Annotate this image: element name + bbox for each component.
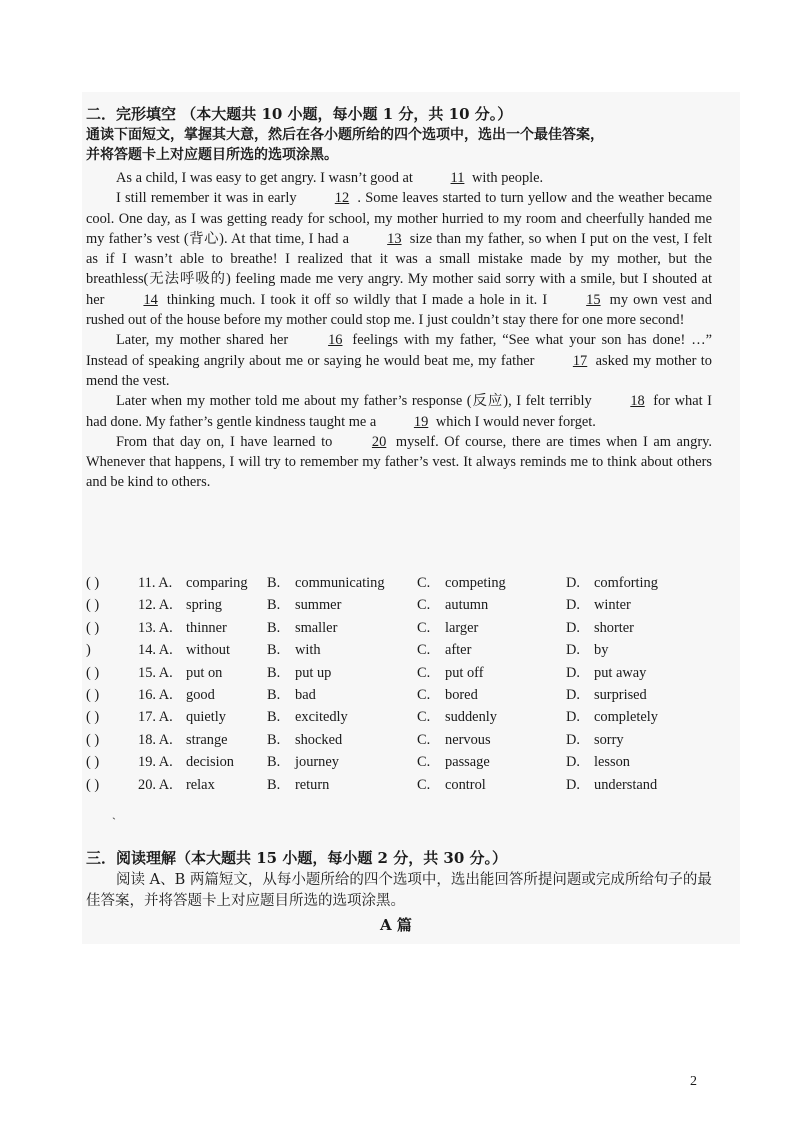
option-text: bored xyxy=(445,686,478,703)
option-letter: C. xyxy=(417,642,431,659)
option-b xyxy=(267,572,417,594)
blank-16: 16 xyxy=(328,332,343,349)
option-letter: D. xyxy=(566,642,580,659)
option-d xyxy=(566,684,726,706)
text: asked my mother to mend the vest. xyxy=(86,352,712,389)
option-text: bad xyxy=(295,686,316,703)
answer-parenthesis[interactable]: ( ) xyxy=(86,664,100,681)
answer-parenthesis[interactable]: ( ) xyxy=(86,754,100,771)
option-text: lesson xyxy=(594,754,630,771)
option-text: summer xyxy=(295,597,342,614)
option-letter: C. xyxy=(417,664,431,681)
text: thinking much. I took it off so wildly that I made a hole in it. I xyxy=(166,291,548,308)
option-b xyxy=(267,774,417,796)
question-number: 12. A. xyxy=(138,597,173,614)
text: From that day on, I have learned to xyxy=(116,433,333,450)
blank-20: 20 xyxy=(371,433,387,450)
option-a xyxy=(186,617,267,639)
text: with people. xyxy=(472,170,544,186)
option-letter: C. xyxy=(417,731,431,748)
question-row-11 xyxy=(86,572,726,594)
question-row-15 xyxy=(86,662,726,684)
section2-instruction-line1: 通读下面短文，掌握其大意，然后在各小题所给的四个选项中，选出一个最佳答案， xyxy=(86,127,604,143)
option-b xyxy=(267,706,417,728)
option-a xyxy=(186,774,267,796)
question-number: 19. A. xyxy=(138,754,173,771)
option-letter: B. xyxy=(267,575,281,591)
option-letter: B. xyxy=(267,686,281,703)
option-b xyxy=(267,639,417,661)
blank-19: 19 xyxy=(413,413,429,430)
option-text: quietly xyxy=(186,709,226,726)
option-c xyxy=(417,774,566,796)
option-text: put up xyxy=(295,664,332,681)
option-d xyxy=(566,774,726,796)
option-text: smaller xyxy=(295,619,338,636)
option-a xyxy=(186,662,267,684)
text: myself. Of course, there are times when I am angry. Whenever that happens, I will try to remember my father’s vest. It always reminds me to think about others and be kind to others. xyxy=(86,433,712,491)
blank-13: 13 xyxy=(387,230,402,247)
answer-parenthesis[interactable]: ( ) xyxy=(86,619,100,636)
option-text: winter xyxy=(594,597,631,614)
option-b xyxy=(267,751,417,773)
option-c xyxy=(417,639,566,661)
question-row-17 xyxy=(86,706,726,728)
answer-parenthesis[interactable]: ( ) xyxy=(86,686,100,703)
answer-options xyxy=(86,572,726,796)
text: feelings with my father, “See what your son has done! …” Instead of speaking angrily about me or saying he would beat me, my father xyxy=(86,332,712,369)
option-b xyxy=(267,617,417,639)
option-c xyxy=(417,617,566,639)
paragraph-2 xyxy=(86,188,712,330)
option-text: understand xyxy=(594,776,658,793)
option-text: journey xyxy=(295,754,339,771)
answer-parenthesis[interactable]: ( ) xyxy=(86,597,100,614)
question-number: 20. A. xyxy=(138,776,173,793)
option-letter: B. xyxy=(267,619,281,636)
text: for what I had done. My father’s gentle kindness taught me a xyxy=(86,393,712,430)
option-text: good xyxy=(186,686,215,703)
option-c xyxy=(417,684,566,706)
blank-14: 14 xyxy=(143,291,158,308)
option-text: surprised xyxy=(594,686,647,703)
option-letter: D. xyxy=(566,664,580,681)
option-text: control xyxy=(445,776,486,793)
option-text: strange xyxy=(186,731,228,748)
cloze-passage xyxy=(86,168,712,493)
question-number: 17. A. xyxy=(138,709,173,726)
option-c xyxy=(417,594,566,616)
option-letter: B. xyxy=(267,664,281,681)
option-text: comparing xyxy=(186,575,248,591)
option-text: shorter xyxy=(594,619,634,636)
question-row-16 xyxy=(86,684,726,706)
option-letter: C. xyxy=(417,776,431,793)
text: . Some leaves started to turn yellow and the weather became cool. One day, as I was getting ready for school, my mother hurried to my room and cheerfully handed me my father’s vest (背心). At that time, I had a xyxy=(86,190,712,247)
option-d xyxy=(566,751,726,773)
answer-parenthesis[interactable]: ( ) xyxy=(86,709,100,726)
paragraph-4 xyxy=(86,391,712,432)
option-text: by xyxy=(594,642,609,659)
paragraph-5 xyxy=(86,432,712,493)
option-letter: C. xyxy=(417,709,431,726)
option-letter: C. xyxy=(417,597,431,614)
question-row-18 xyxy=(86,729,726,751)
option-a xyxy=(186,639,267,661)
option-b xyxy=(267,729,417,751)
option-text: without xyxy=(186,642,230,659)
option-text: competing xyxy=(445,575,506,591)
option-letter: C. xyxy=(417,619,431,636)
option-c xyxy=(417,706,566,728)
option-a xyxy=(186,729,267,751)
option-text: autumn xyxy=(445,597,489,614)
question-row-14 xyxy=(86,639,726,661)
text: Later when my mother told me about my father’s response (反应), I felt terribly xyxy=(116,393,592,410)
option-text: return xyxy=(295,776,330,793)
option-b xyxy=(267,662,417,684)
option-text: comforting xyxy=(594,575,658,591)
option-text: communicating xyxy=(295,575,385,591)
section2-title: 二．完形填空 （本大题共 10 小题，每小题 1 分，共 10 分。） xyxy=(86,105,513,123)
option-text: put on xyxy=(186,664,223,681)
option-d xyxy=(566,706,726,728)
option-text: put off xyxy=(445,664,484,681)
text: size than my father, so when I put on the vest, I felt as if I wasn’t able to breathe! I realized that it was a small mistake made by my mother, but the breathless(无法呼吸的) feeling made me very angry. My mother said sorry with a smile, but I shouted at her xyxy=(86,230,712,308)
paragraph-3 xyxy=(86,330,712,391)
question-number: 15. A. xyxy=(138,664,173,681)
option-d xyxy=(566,572,726,594)
option-text: shocked xyxy=(295,731,343,748)
option-d xyxy=(566,617,726,639)
question-number: 18. A. xyxy=(138,731,173,748)
option-letter: B. xyxy=(267,776,281,793)
option-letter: D. xyxy=(566,619,580,636)
option-letter: D. xyxy=(566,776,580,793)
answer-parenthesis[interactable]: ) xyxy=(86,642,91,659)
question-number: 14. A. xyxy=(138,642,173,659)
question-row-13 xyxy=(86,617,726,639)
blank-12: 12 xyxy=(334,190,350,207)
option-a xyxy=(186,684,267,706)
option-d xyxy=(566,594,726,616)
blank-18: 18 xyxy=(630,393,645,410)
paragraph-1 xyxy=(86,168,712,188)
option-letter: D. xyxy=(566,709,580,726)
question-number: 11. A. xyxy=(138,575,173,591)
option-letter: C. xyxy=(417,686,431,703)
option-letter: C. xyxy=(417,575,431,591)
option-d xyxy=(566,662,726,684)
text: I still remember it was in early xyxy=(116,190,297,207)
option-letter: B. xyxy=(267,754,281,771)
option-b xyxy=(267,594,417,616)
option-text: relax xyxy=(186,776,215,793)
option-letter: D. xyxy=(566,575,580,591)
option-letter: C. xyxy=(417,754,431,771)
text: As a child, I was easy to get angry. I wasn’t good at xyxy=(116,170,413,186)
question-row-19 xyxy=(86,751,726,773)
option-b xyxy=(267,684,417,706)
passage-a-heading: A 篇 xyxy=(380,916,412,934)
option-text: decision xyxy=(186,754,234,771)
option-d xyxy=(566,729,726,751)
option-text: completely xyxy=(594,709,658,726)
option-d xyxy=(566,639,726,661)
text: Later, my mother shared her xyxy=(116,332,289,349)
option-c xyxy=(417,662,566,684)
option-text: put away xyxy=(594,664,647,681)
option-text: suddenly xyxy=(445,709,497,726)
question-number: 13. A. xyxy=(138,619,173,636)
option-letter: D. xyxy=(566,686,580,703)
option-a xyxy=(186,572,267,594)
option-text: sorry xyxy=(594,731,624,748)
blank-17: 17 xyxy=(572,352,588,369)
option-text: excitedly xyxy=(295,709,348,726)
blank-11: 11 xyxy=(450,170,465,186)
instruction-text: 阅读 A、B 两篇短文，从每小题所给的四个选项中，选出能回答所提问题或完成所给句子的最佳答案，并将答题卡上对应题目所选的选项涂黑。 xyxy=(86,872,712,909)
option-a xyxy=(186,706,267,728)
option-letter: B. xyxy=(267,642,281,659)
option-letter: D. xyxy=(566,597,580,614)
question-row-12 xyxy=(86,594,726,616)
text: my own vest and rushed out of the house before my mother could stop me. I just couldn’t stay there for one more second! xyxy=(86,291,712,329)
option-text: after xyxy=(445,642,472,659)
option-c xyxy=(417,729,566,751)
option-letter: D. xyxy=(566,731,580,748)
option-a xyxy=(186,594,267,616)
page-number: 2 xyxy=(690,1074,697,1089)
section3-title: 三．阅读理解（本大题共 15 小题，每小题 2 分，共 30 分。） xyxy=(86,849,508,867)
option-c xyxy=(417,751,566,773)
answer-parenthesis[interactable]: ( ) xyxy=(86,776,100,793)
question-row-20 xyxy=(86,774,726,796)
option-text: larger xyxy=(445,619,479,636)
option-text: with xyxy=(295,642,321,659)
option-text: thinner xyxy=(186,619,227,636)
option-text: spring xyxy=(186,597,222,614)
option-letter: D. xyxy=(566,754,580,771)
option-c xyxy=(417,572,566,594)
question-number: 16. A. xyxy=(138,686,173,703)
option-letter: B. xyxy=(267,597,281,614)
text: which I would never forget. xyxy=(435,413,596,430)
option-text: passage xyxy=(445,754,490,771)
answer-parenthesis[interactable]: ( ) xyxy=(86,731,100,748)
option-letter: B. xyxy=(267,731,281,748)
option-letter: B. xyxy=(267,709,281,726)
option-text: nervous xyxy=(445,731,491,748)
option-a xyxy=(186,751,267,773)
section3-instruction xyxy=(86,870,726,912)
section2-instruction-line2: 并将答题卡上对应题目所选的选项涂黑。 xyxy=(86,147,338,163)
blank-15: 15 xyxy=(586,291,601,308)
answer-parenthesis[interactable]: ( ) xyxy=(86,575,100,591)
stray-mark: ˏ xyxy=(112,806,116,820)
